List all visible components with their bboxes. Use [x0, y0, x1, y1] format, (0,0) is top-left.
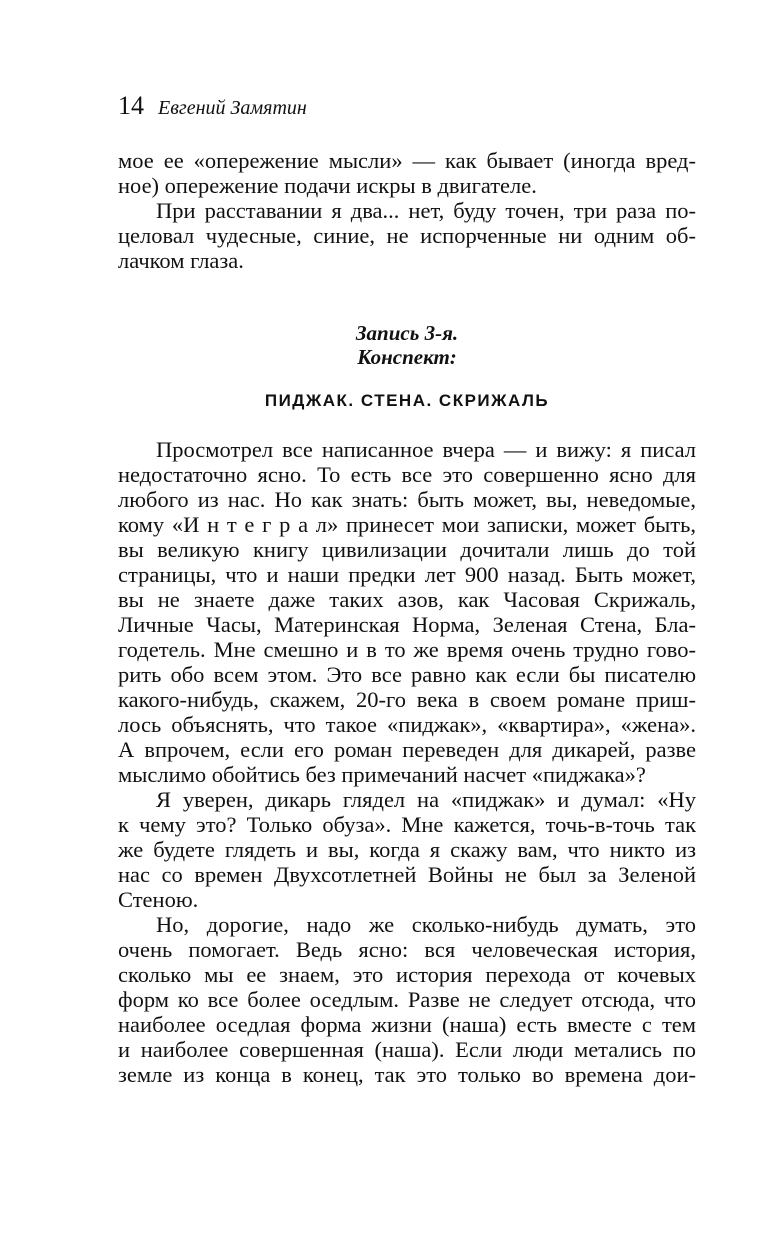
- text-line: же будете глядеть и вы, когда я скажу вам, что никто из: [118, 837, 696, 862]
- text-line: Но, дорогие, надо же сколько-нибудь думать, это: [156, 912, 696, 937]
- chapter-title: ПИДЖАК. СТЕНА. СКРИЖАЛЬ: [264, 391, 550, 410]
- text-line: Просмотрел все написанное вчера — и вижу: я писал: [156, 437, 696, 462]
- text-line: любого из нас. Но как знать: быть может, вы, неведомые,: [118, 487, 696, 512]
- text-line: форм ко все более оседлым. Разве не следует отсюда, что: [118, 987, 696, 1012]
- text-line: вы великую книгу цивилизации дочитали лишь до той: [118, 537, 696, 562]
- text-line: нас со времен Двухсотлетней Войны не был за Зеленой: [118, 862, 696, 887]
- text-line: ное) опережение подачи искры в двигателе.: [118, 173, 537, 198]
- text-line: вы не знаете даже таких азов, как Часовая Скрижаль,: [118, 587, 696, 612]
- text-line: мое ее «опережение мысли» — как бывает (иногда вред-: [118, 148, 696, 173]
- entry-title: Запись 3-я.: [355, 321, 459, 345]
- text-line: земле из конца в конец, так это только во времена дои-: [118, 1062, 696, 1087]
- text-line: лось объяснять, что такое «пиджак», «квартира», «жена».: [118, 712, 696, 737]
- text-line: годетель. Мне смешно и в то же время очень трудно гово-: [118, 637, 696, 662]
- text-line: Личные Часы, Материнская Норма, Зеленая Стена, Бла-: [118, 612, 696, 637]
- text-line: Я уверен, дикарь глядел на «пиджак» и думал: «Ну: [156, 787, 696, 812]
- text-line: какого-нибудь, скажем, 20-го века в своем романе приш-: [118, 687, 696, 712]
- text-line: очень помогает. Ведь ясно: вся человеческая история,: [118, 937, 696, 962]
- text-line: недостаточно ясно. То есть все это совершенно ясно для: [118, 462, 696, 487]
- text-line: наиболее оседлая форма жизни (наша) есть вместе с тем: [118, 1012, 696, 1037]
- running-head: [118, 86, 307, 126]
- text-line: и наиболее совершенная (наша). Если люди метались по: [118, 1037, 696, 1062]
- text-line: Стеною.: [118, 887, 199, 912]
- text-line: А впрочем, если его роман переведен для дикарей, разве: [118, 737, 696, 762]
- text-line: страницы, что и наши предки лет 900 назад. Быть может,: [118, 562, 696, 587]
- text-line: рить обо всем этом. Это все равно как если бы писателю: [118, 662, 696, 687]
- text-line: сколько мы ее знаем, это история перехода от кочевых: [118, 962, 696, 987]
- text-line: мыслимо обойтись без примечаний насчет «пиджака»?: [118, 762, 646, 787]
- running-head-author: Евгений Замятин: [158, 97, 307, 119]
- text-line: кому «И н т е г р а л» принесет мои записки, может быть,: [118, 512, 696, 537]
- text-line: к чему это? Только обуза». Мне кажется, точь-в-точь так: [118, 812, 696, 837]
- page-number: 14: [118, 91, 144, 120]
- text-line: целовал чудесные, синие, не испорченные ни одним об-: [118, 223, 696, 248]
- text-line: При расставании я два... нет, буду точен, три раза по-: [156, 198, 696, 223]
- text-line: лачком глаза.: [118, 248, 244, 273]
- summary-label: Конспект:: [357, 345, 457, 369]
